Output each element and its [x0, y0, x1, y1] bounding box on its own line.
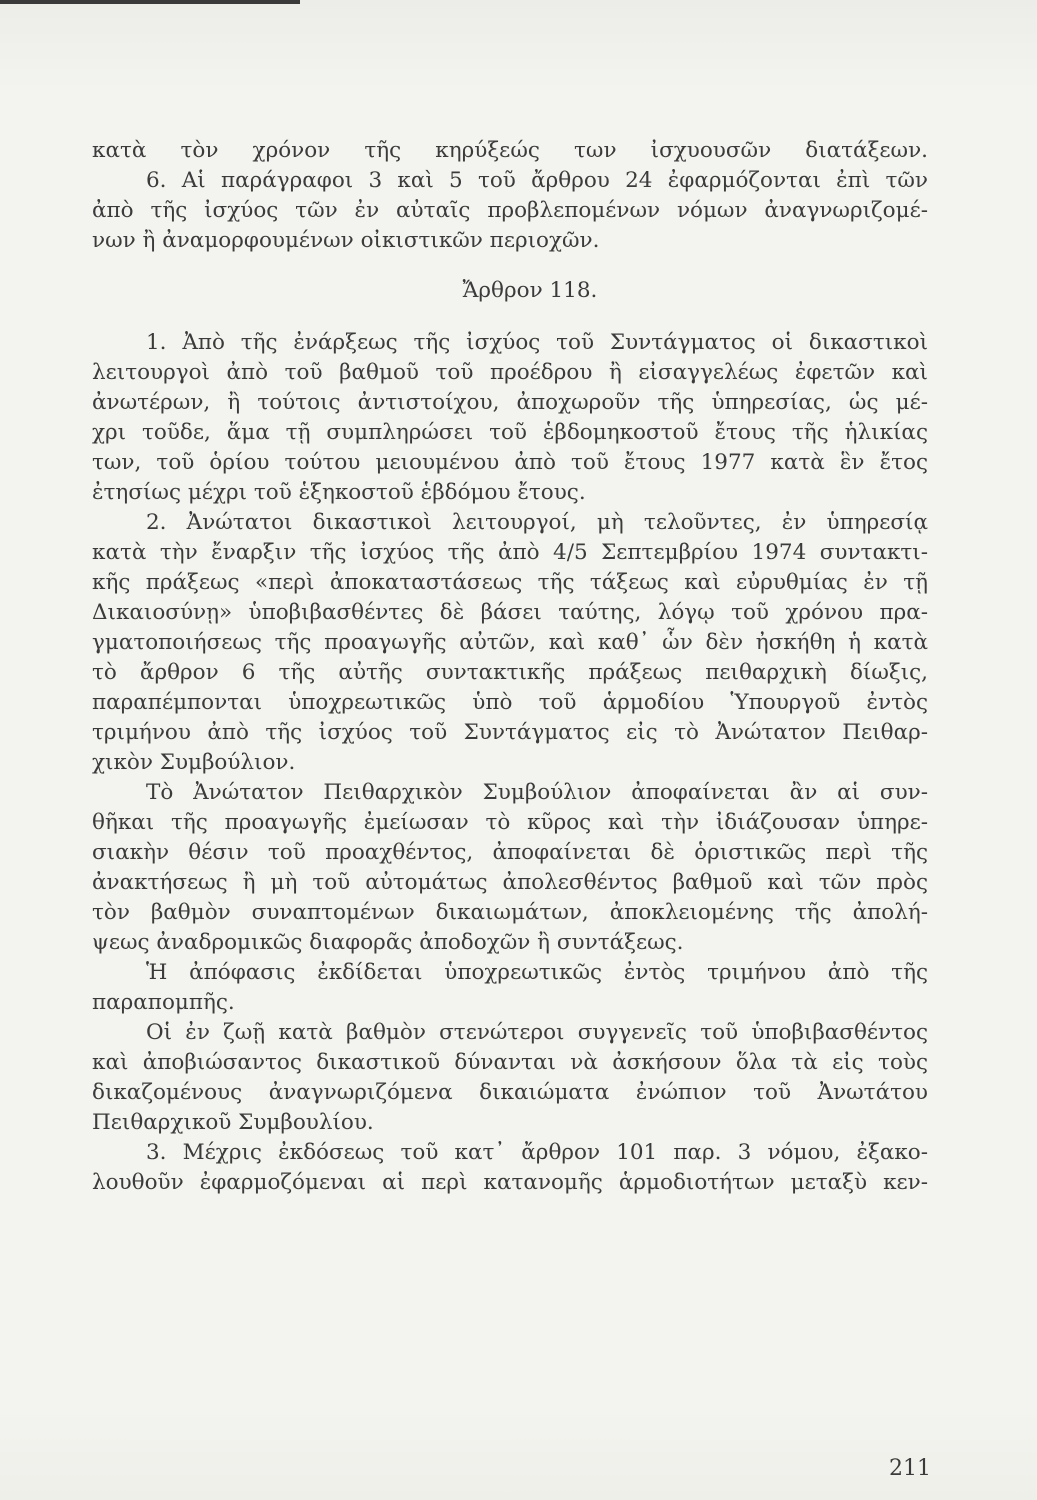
text-line: Τὸ Ἀνώτατον Πειθαρχικὸν Συμβούλιον ἀποφαίνεται ἂν αἱ συν-	[146, 780, 928, 805]
text-line: χρι τοῦδε, ἅμα τῇ συμπληρώσει τοῦ ἑβδομηκοστοῦ ἔτους τῆς ἡλικίας	[92, 420, 928, 445]
text-line: σιακὴν θέσιν τοῦ προαχθέντος, ἀποφαίνεται δὲ ὁριστικῶς περὶ τῆς	[92, 840, 928, 865]
text-line: τὸν βαθμὸν συναπτομένων δικαιωμάτων, ἀποκλειομένης τῆς ἀπολή-	[92, 900, 928, 925]
text-line: κῆς πράξεως «περὶ ἀποκαταστάσεως τῆς τάξεως καὶ εὐρυθμίας ἐν τῇ	[92, 570, 928, 595]
text-line: παραπομπῆς.	[92, 990, 235, 1015]
text-line: παραπέμπονται ὑποχρεωτικῶς ὑπὸ τοῦ ἁρμοδίου Ὑπουργοῦ ἐντὸς	[92, 690, 928, 715]
page-text	[92, 136, 928, 1198]
text-line: 1. Ἀπὸ τῆς ἐνάρξεως τῆς ἰσχύος τοῦ Συντάγματος οἱ δικαστικοὶ	[146, 330, 928, 355]
text-line: ἀνωτέρων, ἢ τούτοις ἀντιστοίχου, ἀποχωροῦν τῆς ὑπηρεσίας, ὡς μέ-	[92, 390, 928, 415]
text-line: λειτουργοὶ ἀπὸ τοῦ βαθμοῦ τοῦ προέδρου ἢ εἰσαγγελέως ἐφετῶν καὶ	[92, 360, 928, 385]
text-line: ἀνακτήσεως ἢ μὴ τοῦ αὐτομάτως ἀπολεσθέντος βαθμοῦ καὶ τῶν πρὸς	[92, 870, 928, 895]
page-top-edge-shadow	[0, 0, 300, 4]
text-line: γματοποιήσεως τῆς προαγωγῆς αὐτῶν, καὶ καθ᾽ ὧν δὲν ἠσκήθη ἡ κατὰ	[92, 630, 928, 655]
text-line: δικαζομένους ἀναγνωριζόμενα δικαιώματα ἐνώπιον τοῦ Ἀνωτάτου	[92, 1080, 928, 1105]
text-line: χικὸν Συμβούλιον.	[92, 750, 296, 775]
text-line: ἐτησίως μέχρι τοῦ ἑξηκοστοῦ ἑβδόμου ἔτους.	[92, 480, 586, 505]
text-line: νων ἢ ἀναμορφουμένων οἰκιστικῶν περιοχῶν.	[92, 228, 600, 253]
text-line: θῆκαι τῆς προαγωγῆς ἐμείωσαν τὸ κῦρος καὶ τὴν ἰδιάζουσαν ὑπηρε-	[92, 810, 928, 835]
text-line: τὸ ἄρθρον 6 τῆς αὐτῆς συντακτικῆς πράξεως πειθαρχικὴ δίωξις,	[92, 660, 928, 685]
page-number: 211	[889, 1456, 931, 1481]
text-line: καὶ ἀποβιώσαντος δικαστικοῦ δύνανται νὰ ἀσκήσουν ὅλα τὰ εἰς τοὺς	[92, 1050, 928, 1075]
text-line: κατὰ τὴν ἔναρξιν τῆς ἰσχύος τῆς ἀπὸ 4/5 Σεπτεμβρίου 1974 συντακτι-	[92, 540, 928, 565]
text-line: τριμήνου ἀπὸ τῆς ἰσχύος τοῦ Συντάγματος εἰς τὸ Ἀνώτατον Πειθαρ-	[92, 720, 928, 745]
text-line: 6. Αἱ παράγραφοι 3 καὶ 5 τοῦ ἄρθρου 24 ἐφαρμόζονται ἐπὶ τῶν	[146, 168, 928, 193]
text-line: Οἱ ἐν ζωῇ κατὰ βαθμὸν στενώτεροι συγγενεῖς τοῦ ὑποβιβασθέντος	[146, 1020, 928, 1045]
text-line: κατὰ τὸν χρόνον τῆς κηρύξεώς των ἰσχυουσῶν διατάξεων.	[92, 138, 928, 163]
text-line: ἀπὸ τῆς ἰσχύος τῶν ἐν αὐταῖς προβλεπομένων νόμων ἀναγνωριζομέ-	[92, 198, 928, 223]
text-line: Ἡ ἀπόφασις ἐκδίδεται ὑποχρεωτικῶς ἐντὸς τριμήνου ἀπὸ τῆς	[146, 960, 928, 985]
text-line: των, τοῦ ὁρίου τούτου μειουμένου ἀπὸ τοῦ ἔτους 1977 κατὰ ἓν ἔτος	[92, 450, 928, 475]
text-line: ψεως ἀναδρομικῶς διαφορᾶς ἀποδοχῶν ἢ συντάξεως.	[92, 930, 684, 955]
text-line: Πειθαρχικοῦ Συμβουλίου.	[92, 1110, 374, 1135]
text-line: Δικαιοσύνῃ» ὑποβιβασθέντες δὲ βάσει ταύτης, λόγῳ τοῦ χρόνου πρα-	[92, 600, 928, 625]
text-line: 2. Ἀνώτατοι δικαστικοὶ λειτουργοί, μὴ τελοῦντες, ἐν ὑπηρεσίᾳ	[146, 510, 928, 535]
text-line: 3. Μέχρις ἐκδόσεως τοῦ κατ᾽ ἄρθρον 101 παρ. 3 νόμου, ἐξακο-	[146, 1140, 928, 1165]
text-line: λουθοῦν ἐφαρμοζόμεναι αἱ περὶ κατανομῆς ἁρμοδιοτήτων μεταξὺ κεν-	[92, 1170, 928, 1195]
article-heading: Ἄρθρον 118.	[462, 278, 598, 303]
